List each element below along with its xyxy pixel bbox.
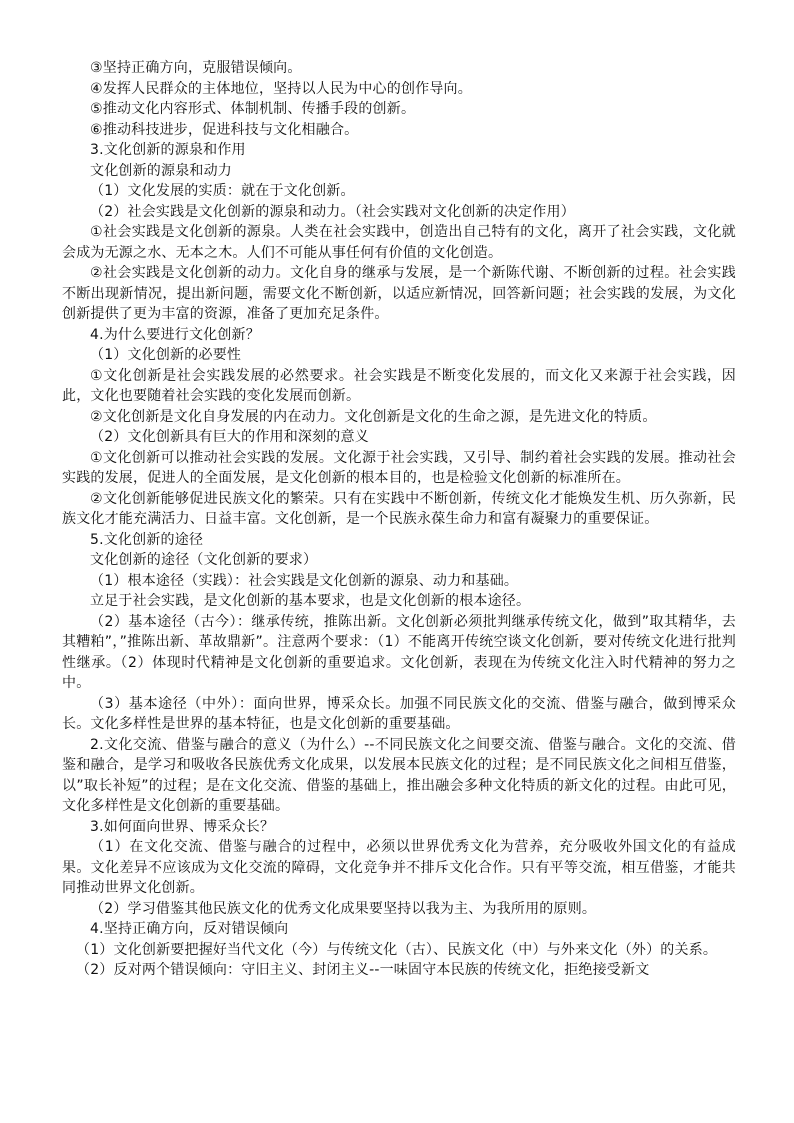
paragraph: （2）社会实践是文化创新的源泉和动力。（社会实践对文化创新的决定作用） bbox=[90, 203, 575, 220]
document-body bbox=[62, 58, 736, 981]
paragraph: （2）反对两个错误倾向：守旧主义、封闭主义--一味固守本民族的传统文化，拒绝接受新文 bbox=[76, 962, 650, 978]
paragraph: ⑥推动科技进步，促进科技与文化相融合。 bbox=[90, 121, 359, 138]
paragraph: 文化创新的源泉和动力 bbox=[90, 162, 232, 179]
paragraph: 4.为什么要进行文化创新？ bbox=[90, 326, 260, 343]
paragraph: ③坚持正确方向，克服错误倾向。 bbox=[90, 60, 302, 76]
paragraph: ⑤推动文化内容形式、体制机制、传播手段的创新。 bbox=[90, 101, 416, 117]
paragraph: ④发挥人民群众的主体地位，坚持以人民为中心的创作导向。 bbox=[90, 80, 472, 97]
paragraph: （2）基本途径（古今）：继承传统，推陈出新。文化创新必须批判继承传统文化，做到”取其精华，去其糟粕”，”推陈出新、革故鼎新”。注意两个要求：（1）不能离开传统空谈文化创新，要对传统文化进行批判性继承。（2）体现时代精神是文化创新的重要追求。文化创新，表现在为传统文化注入时代精神的努力之中。 bbox=[62, 613, 736, 691]
paragraph: （2）文化创新具有巨大的作用和深刻的意义 bbox=[90, 429, 369, 445]
paragraph: 立足于社会实践，是文化创新的基本要求，也是文化创新的根本途径。 bbox=[90, 593, 531, 609]
paragraph: （3）基本途径（中外）：面向世界，博采众长。加强不同民族文化的交流、借鉴与融合，做到博采众长。文化多样性是世界的基本特征，也是文化创新的重要基础。 bbox=[62, 695, 736, 732]
paragraph: ①文化创新是社会实践发展的必然要求。社会实践是不断变化发展的，而文化又来源于社会实践，因此，文化也要随着社会实践的变化发展而创新。 bbox=[62, 367, 736, 404]
paragraph: ①社会实践是文化创新的源泉。人类在社会实践中，创造出自己特有的文化，离开了社会实践，文化就会成为无源之水、无本之木。人们不可能从事任何有价值的文化创造。 bbox=[62, 224, 736, 261]
paragraph: （1）在文化交流、借鉴与融合的过程中，必须以世界优秀文化为营养，充分吸收外国文化的有益成果。文化差异不应该成为文化交流的障碍，文化竞争并不排斥文化合作。只有平等交流，相互借鉴，才能共同推动世界文化创新。 bbox=[62, 839, 736, 896]
paragraph: （1）根本途径（实践）：社会实践是文化创新的源泉、动力和基础。 bbox=[90, 572, 519, 589]
paragraph: ②文化创新能够促进民族文化的繁荣。只有在实践中不断创新，传统文化才能焕发生机、历久弥新，民族文化才能充满活力、日益丰富。文化创新，是一个民族永葆生命力和富有凝聚力的重要保证。 bbox=[62, 490, 736, 527]
paragraph: （2）学习借鉴其他民族文化的优秀文化成果要坚持以我为主、为我所用的原则。 bbox=[90, 900, 597, 917]
paragraph: 5.文化创新的途径 bbox=[90, 531, 204, 548]
paragraph: ②社会实践是文化创新的动力。文化自身的继承与发展，是一个新陈代谢、不断创新的过程。社会实践不断出现新情况，提出新问题，需要文化不断创新，以适应新情况，回答新问题；社会实践的发展，为文化创新提供了更为丰富的资源，准备了更加充足条件。 bbox=[62, 265, 736, 322]
paragraph: （1）文化发展的实质：就在于文化创新。 bbox=[90, 183, 355, 199]
paragraph: ①文化创新可以推动社会实践的发展。文化源于社会实践，又引导、制约着社会实践的发展。推动社会实践的发展，促进人的全面发展，是文化创新的根本目的，也是检验文化创新的标准所在。 bbox=[62, 449, 736, 486]
paragraph: ②文化创新是文化自身发展的内在动力。文化创新是文化的生命之源，是先进文化的特质。 bbox=[90, 408, 657, 425]
paragraph: 2.文化交流、借鉴与融合的意义（为什么）--不同民族文化之间要交流、借鉴与融合。文化的交流、借鉴和融合，是学习和吸收各民族优秀文化成果，以发展本民族文化的过程；是不同民族文化之间相互借鉴，以”取长补短”的过程；是在文化交流、借鉴的基础上，推出融会多种文化特质的新文化的过程。由此可见，文化多样性是文化创新的重要基础。 bbox=[62, 736, 736, 814]
paragraph: 4.坚持正确方向，反对错误倾向 bbox=[90, 921, 289, 937]
paragraph: 文化创新的途径（文化创新的要求） bbox=[90, 552, 318, 568]
paragraph: 3.文化创新的源泉和作用 bbox=[90, 142, 246, 158]
paragraph: 3.如何面向世界、博采众长？ bbox=[90, 818, 275, 835]
paragraph: （1）文化创新要把握好当代文化（今）与传统文化（古）、民族文化（中）与外来文化（外）的关系。 bbox=[76, 941, 718, 958]
paragraph: （1）文化创新的必要性 bbox=[90, 347, 242, 363]
